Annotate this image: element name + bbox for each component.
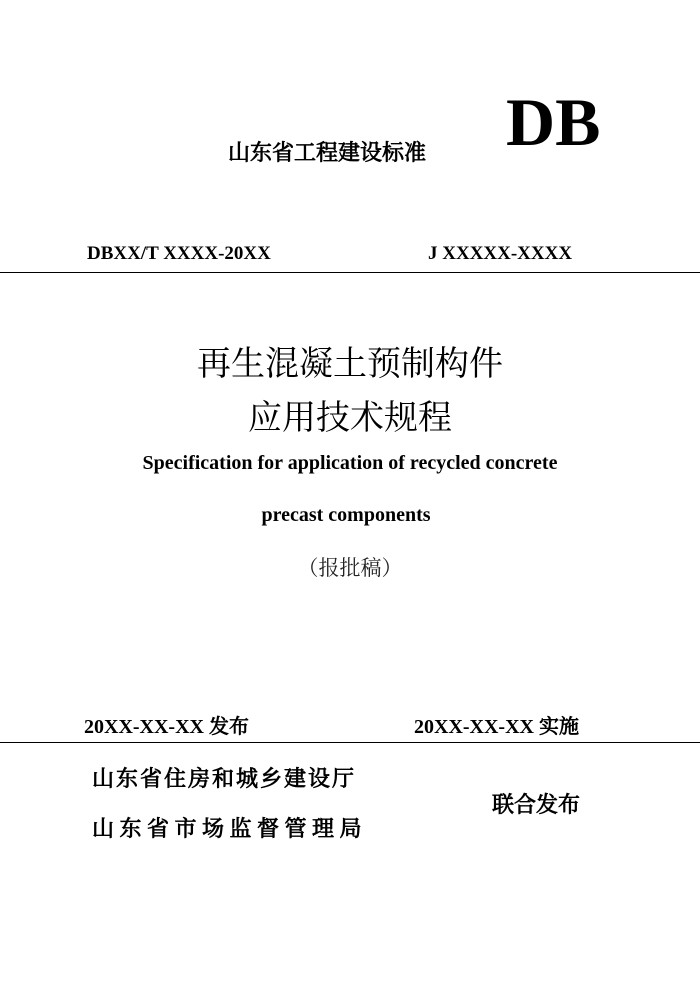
title-english-line2: precast components <box>261 504 431 526</box>
filing-number: J XXXXX-XXXX <box>428 243 573 264</box>
title-chinese-line1: 再生混凝土预制构件 <box>197 344 503 384</box>
issuer-housing-department: 山东省住房和城乡建设厅 <box>92 767 357 792</box>
top-divider <box>0 272 700 273</box>
issuer-market-supervision-bureau: 山东省市场监督管理局 <box>92 817 368 842</box>
draft-status: （报批稿） <box>297 556 403 580</box>
db-mark: DB <box>506 84 601 160</box>
standard-number: DBXX/T XXXX-20XX <box>87 243 271 264</box>
title-english-line1: Specification for application of recycled concrete <box>142 452 558 474</box>
joint-issue-label: 联合发布 <box>492 793 581 818</box>
bottom-divider <box>0 742 700 743</box>
standard-category-title: 山东省工程建设标准 <box>228 141 427 166</box>
publish-date: 20XX-XX-XX 发布 <box>84 716 249 738</box>
title-chinese-line2: 应用技术规程 <box>248 398 452 438</box>
implement-date: 20XX-XX-XX 实施 <box>414 716 579 738</box>
